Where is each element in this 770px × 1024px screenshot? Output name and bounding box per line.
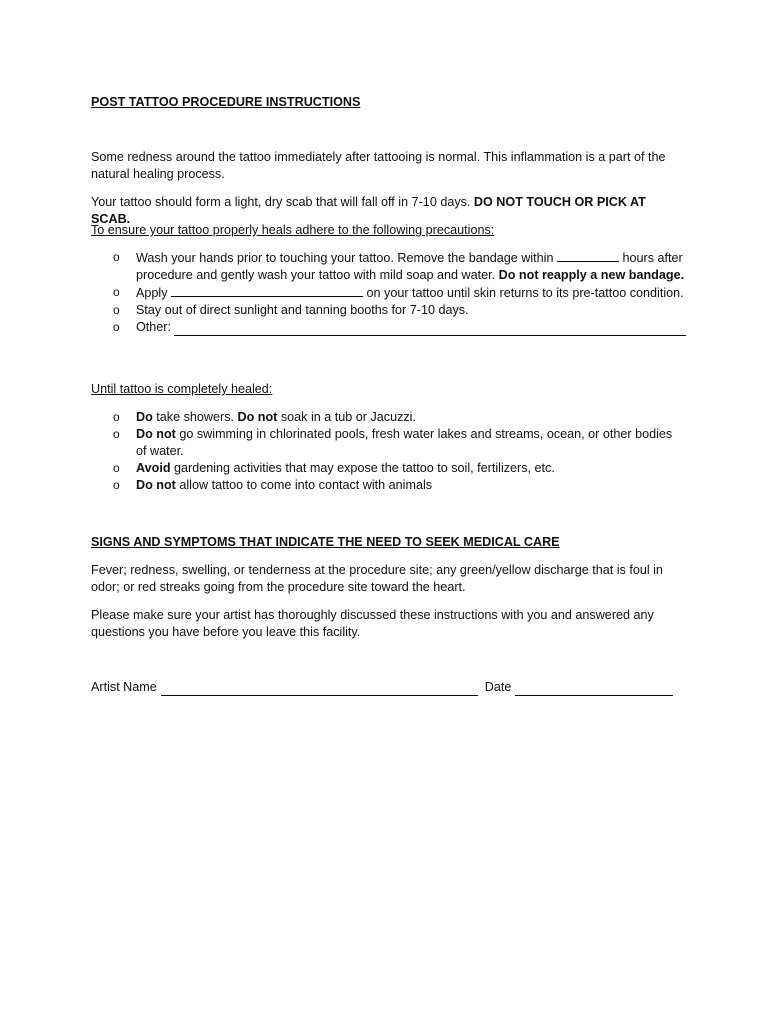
scab-warning: DO NOT TOUCH OR PICK AT SCAB.	[91, 195, 646, 226]
hours-blank-field[interactable]	[557, 249, 619, 262]
no-bandage-warning: Do not reapply a new bandage.	[498, 268, 685, 282]
wash-hours-label: hours	[622, 251, 654, 265]
precautions-list	[91, 249, 686, 336]
item-bold: Do	[136, 410, 153, 424]
bullet-marker: o	[113, 285, 120, 299]
list-item	[91, 477, 686, 494]
bullet-marker: o	[113, 303, 120, 317]
until-list	[91, 409, 686, 494]
list-item	[91, 249, 686, 284]
until-heading: Until tattoo is completely healed:	[91, 382, 273, 396]
item-text: go swimming in chlorinated pools, fresh water lakes and streams, ocean, or other bodies of water.	[136, 427, 673, 458]
wash-text-2: after procedure and gently wash your tattoo with mild soap and water.	[136, 251, 683, 282]
artist-name-field[interactable]	[161, 683, 478, 696]
list-item	[91, 284, 686, 302]
list-item	[91, 460, 686, 477]
precautions-heading: To ensure your tattoo properly heals adhere to the following precautions:	[91, 223, 495, 237]
artist-name-label: Artist Name	[91, 680, 157, 694]
bullet-marker: o	[113, 461, 120, 475]
bullet-marker: o	[113, 410, 120, 424]
list-item	[91, 426, 686, 460]
bullet-marker: o	[113, 250, 120, 264]
apply-label: Apply	[136, 286, 168, 300]
item-bold: Avoid	[136, 461, 171, 475]
other-row	[136, 319, 686, 336]
item-text: take showers.	[152, 410, 238, 424]
item-bold-2: Do not	[237, 410, 278, 424]
list-item	[91, 319, 686, 336]
date-field[interactable]	[515, 683, 673, 696]
list-item	[91, 409, 686, 426]
signs-paragraph: Fever; redness, swelling, or tenderness at the procedure site; any green/yellow discharge that is foul in odor; or red streaks going from the procedure site toward the heart.	[91, 563, 663, 594]
intro-paragraph: Some redness around the tattoo immediately after tattooing is normal. This inflammation is a part of the natural healing process.	[91, 150, 666, 181]
sunlight-text: Stay out of direct sunlight and tanning booths for 7-10 days.	[136, 303, 469, 317]
apply-text: on your tattoo until skin returns to its pre-tattoo condition.	[366, 286, 684, 300]
wash-text: Wash your hands prior to touching your tattoo. Remove the bandage within	[136, 251, 554, 265]
signature-row	[91, 679, 686, 696]
date-label: Date	[484, 680, 512, 694]
item-text: gardening activities that may expose the tattoo to soil, fertilizers, etc.	[170, 461, 555, 475]
apply-blank-field[interactable]	[171, 284, 363, 297]
page-title: POST TATTOO PROCEDURE INSTRUCTIONS	[91, 95, 361, 109]
signs-heading: SIGNS AND SYMPTOMS THAT INDICATE THE NEED TO SEEK MEDICAL CARE	[91, 535, 560, 549]
list-item	[91, 302, 686, 319]
bullet-marker: o	[113, 478, 120, 492]
bullet-marker: o	[113, 320, 120, 334]
item-bold: Do not	[136, 427, 176, 441]
bullet-marker: o	[113, 427, 120, 441]
discuss-paragraph: Please make sure your artist has thoroughly discussed these instructions with you and answered any questions you have before you leave this facility.	[91, 608, 654, 639]
scab-text: Your tattoo should form a light, dry scab that will fall off in 7-10 days.	[91, 195, 471, 209]
item-text: allow tattoo to come into contact with animals	[175, 478, 433, 492]
other-label: Other:	[136, 320, 171, 334]
item-bold: Do not	[136, 478, 176, 492]
other-blank-field[interactable]	[174, 322, 686, 336]
item-text-2: soak in a tub or Jacuzzi.	[277, 410, 416, 424]
